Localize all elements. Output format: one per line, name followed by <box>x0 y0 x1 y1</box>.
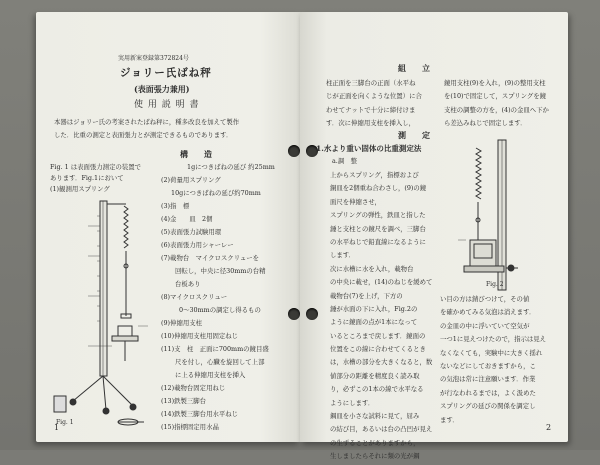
bottom-right-text <box>440 294 546 428</box>
parts-item: (14)鉄製三脚台用水平ねじ <box>161 410 239 418</box>
page-number-left: 1 <box>54 423 60 432</box>
section-1-heading: 1.水より重い固体の比重測定法 <box>316 144 422 153</box>
parts-item: (10)伸縮用支柱用固定ねじ <box>161 332 239 340</box>
parts-item: 尺を付し，心臓を旋回して上部 <box>175 358 265 366</box>
figure-2-label: Fig. 2 <box>486 281 504 288</box>
fig-text-line: Fig. 1 は表面張力測定の装置で <box>50 163 142 171</box>
measure-line: の生ずることがありますから， <box>330 438 420 447</box>
left-page <box>36 12 300 442</box>
bottom-line: の金皿の中に浮いていて空気が <box>440 321 530 330</box>
parts-item: (11)支 柱 正面に700mmの鏡目盛 <box>161 345 269 353</box>
figure-1-label: Fig. 1 <box>56 419 74 426</box>
parts-item: (6)表面張力用シャーレー <box>161 241 234 249</box>
assembly-line: 鏡用支柱(9)を入れ，(9)の整用支柱 <box>444 79 546 87</box>
measurement-text <box>330 170 432 465</box>
measure-line: 鋼皿を小さな試料に見て，屈み <box>330 412 420 421</box>
bottom-line: い目の方は錆びつけて，その値 <box>440 295 530 303</box>
measure-line: 上からスプリング，指標および <box>330 171 419 179</box>
parts-item: (3)指 標 <box>161 202 190 210</box>
assembly-line: 支柱の調整の方を，(4)の金皿へ下か <box>444 105 549 114</box>
measure-line: します． <box>330 251 356 260</box>
measure-line: 位置をこの線に合わせてくるとき <box>330 345 426 354</box>
measure-line: ように鏡面の点が1本になって <box>330 318 418 327</box>
intro-line: した．比重の測定と表面張力とが測定できるものであります． <box>54 131 233 139</box>
parts-item: 1gにつきばねの延び 約25mm <box>187 163 275 171</box>
bottom-line: の気泡は常に注意願います．作業 <box>440 375 536 384</box>
binder-hole <box>288 308 300 320</box>
measure-line: の水平ねじで鉛直線になるように <box>330 237 426 246</box>
parts-item: (8)マイクロスクリュー <box>161 293 228 301</box>
measure-line: いるところまで戻します．鏡面の <box>330 331 426 340</box>
assembly-line: ら差込みねじで固定します． <box>444 119 527 128</box>
bottom-line: 一つ1に見えつけたので，指示は見え <box>440 335 547 344</box>
page-number-right: 2 <box>546 423 552 432</box>
right-page <box>300 12 568 461</box>
parts-item: (5)表面張力試験用環 <box>161 228 222 236</box>
manual-heading: 使 用 説 明 書 <box>134 100 200 110</box>
measure-line: 値部分の距離を精度良く読み取 <box>330 371 420 380</box>
measure-line: 銅皿を2個重ね合わさし，(9)の鏡 <box>330 184 427 193</box>
subsection-a: a.調 整 <box>332 157 358 165</box>
patent-number: 実用新案登録第372824号 <box>118 55 189 62</box>
bottom-line: スプリングの延びの関係を調定し <box>440 402 536 411</box>
parts-item: 回転し，中央に径30mmの台精 <box>175 267 266 275</box>
figure-1-apparatus <box>48 196 158 436</box>
assembly-line: す．次に伸縮用支柱を挿入し， <box>326 119 415 128</box>
parts-item: (4)金 皿 2個 <box>161 215 213 223</box>
parts-list <box>161 162 275 435</box>
bottom-line: なくなくても，実験中に大きく揺れ <box>440 348 543 357</box>
assembly-line: じが正面を向くような位置）に合 <box>326 92 422 101</box>
assembly-line: を(10)で固定して，スプリングを鏡 <box>444 92 547 101</box>
measure-line: の結び目，あるいは台の凸凹が見え <box>330 425 433 434</box>
assembly-heading: 組 立 <box>398 63 430 73</box>
bottom-line: ないなどにしておきますから，こ <box>440 361 536 370</box>
measure-line: は，水槽の部分を大きくなると，数 <box>330 358 433 367</box>
binder-hole <box>306 308 318 320</box>
fig-text-line: (1)観測用スプリング <box>50 185 110 193</box>
bottom-line: を確かめてみる気泡は消えます． <box>440 308 536 317</box>
assembly-text <box>326 78 422 132</box>
measure-line: 錘と支柱との鏡尺を調べ，三脚台 <box>330 224 426 233</box>
binder-hole <box>288 145 300 157</box>
parts-item: (2)荷量用スプリング <box>161 176 221 184</box>
assembly-line: 柱正面を三脚台の正面（水平ね <box>326 79 416 87</box>
assembly-line: わせてナットで十分に締付けま <box>326 105 416 114</box>
measure-line: 次に水槽に水を入れ，載物台 <box>330 264 414 273</box>
measure-line: スプリングの弾性，鉄皿と指した <box>330 211 426 220</box>
measure-line: 錘が水面の下に入れ，Fig.2の <box>330 304 418 313</box>
assembly-text-right <box>444 78 549 132</box>
structure-heading: 構 造 <box>180 149 212 159</box>
parts-item: (7)載物台 マイクロスクリューを <box>161 254 260 262</box>
parts-item: 0〜30mmの調定し得るもの <box>179 306 261 314</box>
parts-item: 台板あり <box>175 280 201 288</box>
intro-line: 本器はジョリー氏の考案されたばね秤に，種多改良を加えて製作 <box>54 118 240 126</box>
measure-line: の中央に載せ，(14)のねじを緩めて <box>330 278 433 287</box>
document-title: ジョリー氏ばね秤 <box>120 67 212 79</box>
bottom-line: ます． <box>440 415 459 424</box>
parts-item: (15)指標固定用水晶 <box>161 423 219 431</box>
fig-text-line: あります．Fig.1において <box>50 174 124 182</box>
parts-item: (9)伸縮用支柱 <box>161 319 203 327</box>
measure-line: り，必ずこの1本の線で水平なる <box>330 385 424 394</box>
measure-line: 面尺を伸縮させ， <box>330 197 381 206</box>
parts-item: に上る伸縮用支柱を挿入 <box>175 371 246 379</box>
measure-line: ようにします． <box>330 398 375 407</box>
document-subtitle: (表面張力兼用) <box>134 84 190 94</box>
parts-item: 10gにつきばねの延び約70mm <box>171 189 261 197</box>
parts-item: (13)鉄製三脚台 <box>161 397 207 405</box>
parts-item: (12)載物台固定用ねじ <box>161 384 226 392</box>
measure-line: 載物台(7)を上げ，下方の <box>330 291 403 300</box>
figure-2-apparatus <box>456 140 556 290</box>
measure-line: 生しましたらそれに類の光が鋼 <box>330 452 420 461</box>
measurement-heading: 測 定 <box>398 130 430 140</box>
bottom-line: が行なわれるまでは，よく汲めた <box>440 388 536 397</box>
